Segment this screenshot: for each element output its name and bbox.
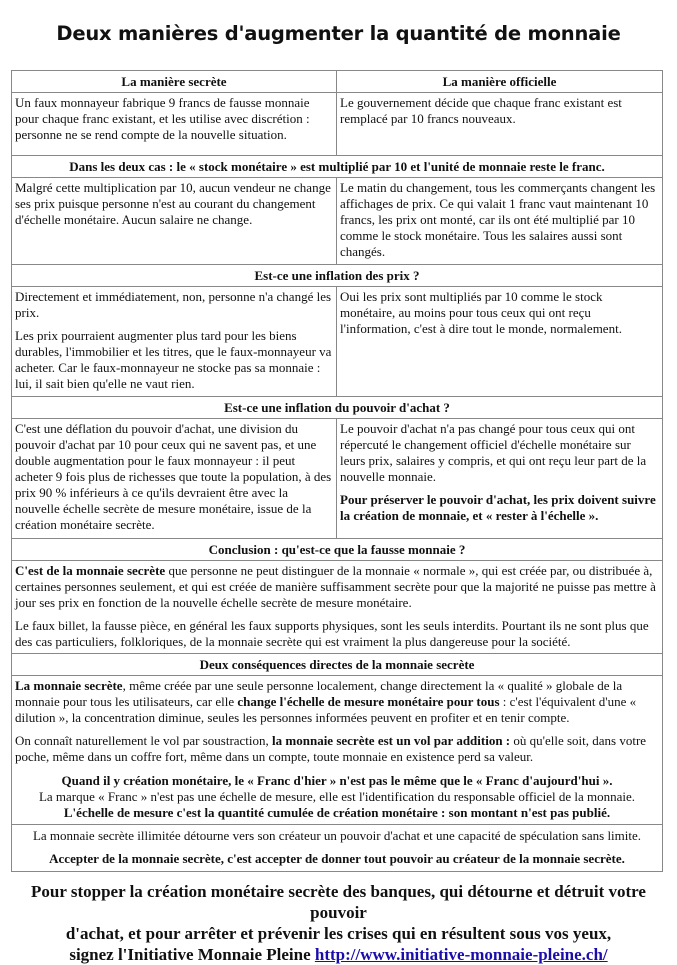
banner-row <box>12 265 663 287</box>
emphasis-text: La monnaie secrète <box>15 678 123 693</box>
initiative-link[interactable]: http://www.initiative-monnaie-pleine.ch/ <box>314 945 608 964</box>
cell-secret-purchasing: C'est une déflation du pouvoir d'achat, une division du pouvoir d'achat par 10 pour ceux qui ne savent pas, et une double augmentation pour le faux monnayeur : il peut acheter 9 fois plus de richesses que toute la population, à des prix 90 % inférieurs à ce qu'ils devraient être avec la nouvelle échelle secrète de mesure monétaire, issue de la création monétaire secrète. <box>12 419 337 539</box>
body-text: On connaît naturellement le vol par soustraction, <box>15 733 273 748</box>
cell-official-purchasing <box>337 419 663 539</box>
body-text: : c'est l'équivalent d'une « dilution », la concentration diminue, seules les personnes informées peuvent en profiter et en tenir compte. <box>15 694 637 725</box>
table-row <box>12 93 663 156</box>
emphasis-text: L'échelle de mesure c'est la quantité cumulée de création monétaire : son montant n'est pas publié. <box>63 805 611 820</box>
table-row <box>12 419 663 539</box>
table-row <box>12 561 663 654</box>
cell-paragraph: Le pouvoir d'achat n'a pas changé pour tous ceux qui ont répercuté le changement officiel d'échelle monétaire sur leurs prix, salaires y compris, et qui ont reçu leur part de la nouvelle monnaie. <box>340 421 647 484</box>
cell-secret-prices: Malgré cette multiplication par 10, aucun vendeur ne change ses prix puisque personne n'est au courant du changement d'échelle monétaire. Aucun salaire ne change. <box>12 178 337 265</box>
banner-purchasing-power: Est-ce une inflation du pouvoir d'achat ? <box>12 397 663 419</box>
final-paragraph-bold: Accepter de la monnaie secrète, c'est accepter de donner tout pouvoir au créateur de la monnaie secrète. <box>49 851 625 866</box>
emphasis-text: Quand il y création monétaire, le « Franc d'hier » n'est pas le même que le « Franc d'aujourd'hui ». <box>61 773 613 788</box>
comparison-table <box>11 70 663 872</box>
emphasis-text: change l'échelle de mesure monétaire pour tous <box>237 694 500 709</box>
emphasis-text: C'est de la monnaie secrète <box>15 563 166 578</box>
cell-consequences <box>12 676 663 825</box>
footer-line: Pour stopper la création monétaire secrète des banques, qui détourne et détruit votre pouvoir <box>31 882 646 922</box>
banner-row <box>12 156 663 178</box>
consequence-paragraph <box>15 733 659 765</box>
banner-row <box>12 397 663 419</box>
table-row <box>12 676 663 825</box>
footer-line: d'achat, et pour arrêter et prévenir les crises qui en résultent sous vos yeux, <box>65 924 612 943</box>
banner-both-cases: Dans les deux cas : le « stock monétaire » est multiplié par 10 et l'unité de monnaie reste le franc. <box>12 156 663 178</box>
consequence-centered-block <box>15 773 659 821</box>
table-row <box>12 287 663 397</box>
header-official: La manière officielle <box>337 71 663 93</box>
banner-conclusion: Conclusion : qu'est-ce que la fausse monnaie ? <box>12 539 663 561</box>
conclusion-paragraph <box>15 563 659 611</box>
cell-official-method: Le gouvernement décide que chaque franc existant est remplacé par 10 francs nouveaux. <box>337 93 663 156</box>
page-title: Deux manières d'augmenter la quantité de monnaie <box>56 22 621 45</box>
table-row <box>12 178 663 265</box>
consequence-paragraph <box>15 678 659 726</box>
body-text: où qu'elle soit, dans votre poche, même dans un coffre fort, même dans un compte, toute monnaie en existence perd sa valeur. <box>15 733 647 764</box>
banner-consequences: Deux conséquences directes de la monnaie secrète <box>12 654 663 676</box>
body-text: La marque « Franc » n'est pas une échelle de mesure, elle est l'identification du responsable officiel de la monnaie. <box>38 789 636 804</box>
cell-conclusion <box>12 561 663 654</box>
cell-paragraph: Directement et immédiatement, non, personne n'a changé les prix. <box>15 289 332 320</box>
cell-secret-inflation <box>12 287 337 397</box>
final-paragraph: La monnaie secrète illimitée détourne vers son créateur un pouvoir d'achat et une capacité de spéculation sans limite. <box>32 828 642 843</box>
cell-official-inflation: Oui les prix sont multipliés par 10 comme le stock monétaire, au moins pour tous ceux qui ont reçu l'information, c'est à dire tout le monde, normalement. <box>337 287 663 397</box>
cell-final <box>12 825 663 872</box>
cell-paragraph: Les prix pourraient augmenter plus tard pour les biens durables, l'immobilier et les titres, que le faux-monnayeur va acheter. Car le faux-monnayeur ne stocke pas sa monnaie : lui, il sait bien qu'elle ne vaut rien. <box>15 328 332 391</box>
banner-row <box>12 539 663 561</box>
conclusion-paragraph: Le faux billet, la fausse pièce, en général les faux supports physiques, sont les seuls interdits. Pourtant ils ne sont plus que des cas particuliers, folkloriques, de la monnaie secrète qui est vraiment la plus dangereuse pour la société. <box>15 618 649 649</box>
banner-row <box>12 654 663 676</box>
cell-official-prices: Le matin du changement, tous les commerçants changent les affichages de prix. Ce qui valait 1 franc vaut maintenant 10 francs, les prix ont monté, car ils ont été multiplié par 10 comme le stock monétaire. Tous les salaires aussi sont changés. <box>337 178 663 265</box>
table-row <box>12 825 663 872</box>
body-text: , même créée par une seule personne localement, change directement la « qualité » globale de la monnaie pour tous les utilisateurs, car elle <box>15 678 623 709</box>
cell-secret-method: Un faux monnayeur fabrique 9 francs de fausse monnaie pour chaque franc existant, et les utilise avec discrétion : personne ne se rend compte de la nouvelle situation. <box>12 93 337 156</box>
banner-price-inflation: Est-ce une inflation des prix ? <box>12 265 663 287</box>
emphasis-text: la monnaie secrète est un vol par addition : <box>272 733 511 748</box>
cell-paragraph-bold: Pour préserver le pouvoir d'achat, les prix doivent suivre la création de monnaie, et « rester à l'échelle ». <box>340 492 656 523</box>
body-text: que personne ne peut distinguer de la monnaie « normale », qui est créée par, ou distribuée à, certaines personnes seulement, et qui est créée de manière suffisamment secrète pour que la majorité ne puisse pas mettre à jour ses prix en fonction de la nouvelle échelle secrète de mesure monétaire. <box>15 563 656 610</box>
header-row <box>12 71 663 93</box>
footer-line: signez l'Initiative Monnaie Pleine <box>69 945 315 964</box>
header-secret: La manière secrète <box>12 71 337 93</box>
call-to-action <box>8 881 669 965</box>
